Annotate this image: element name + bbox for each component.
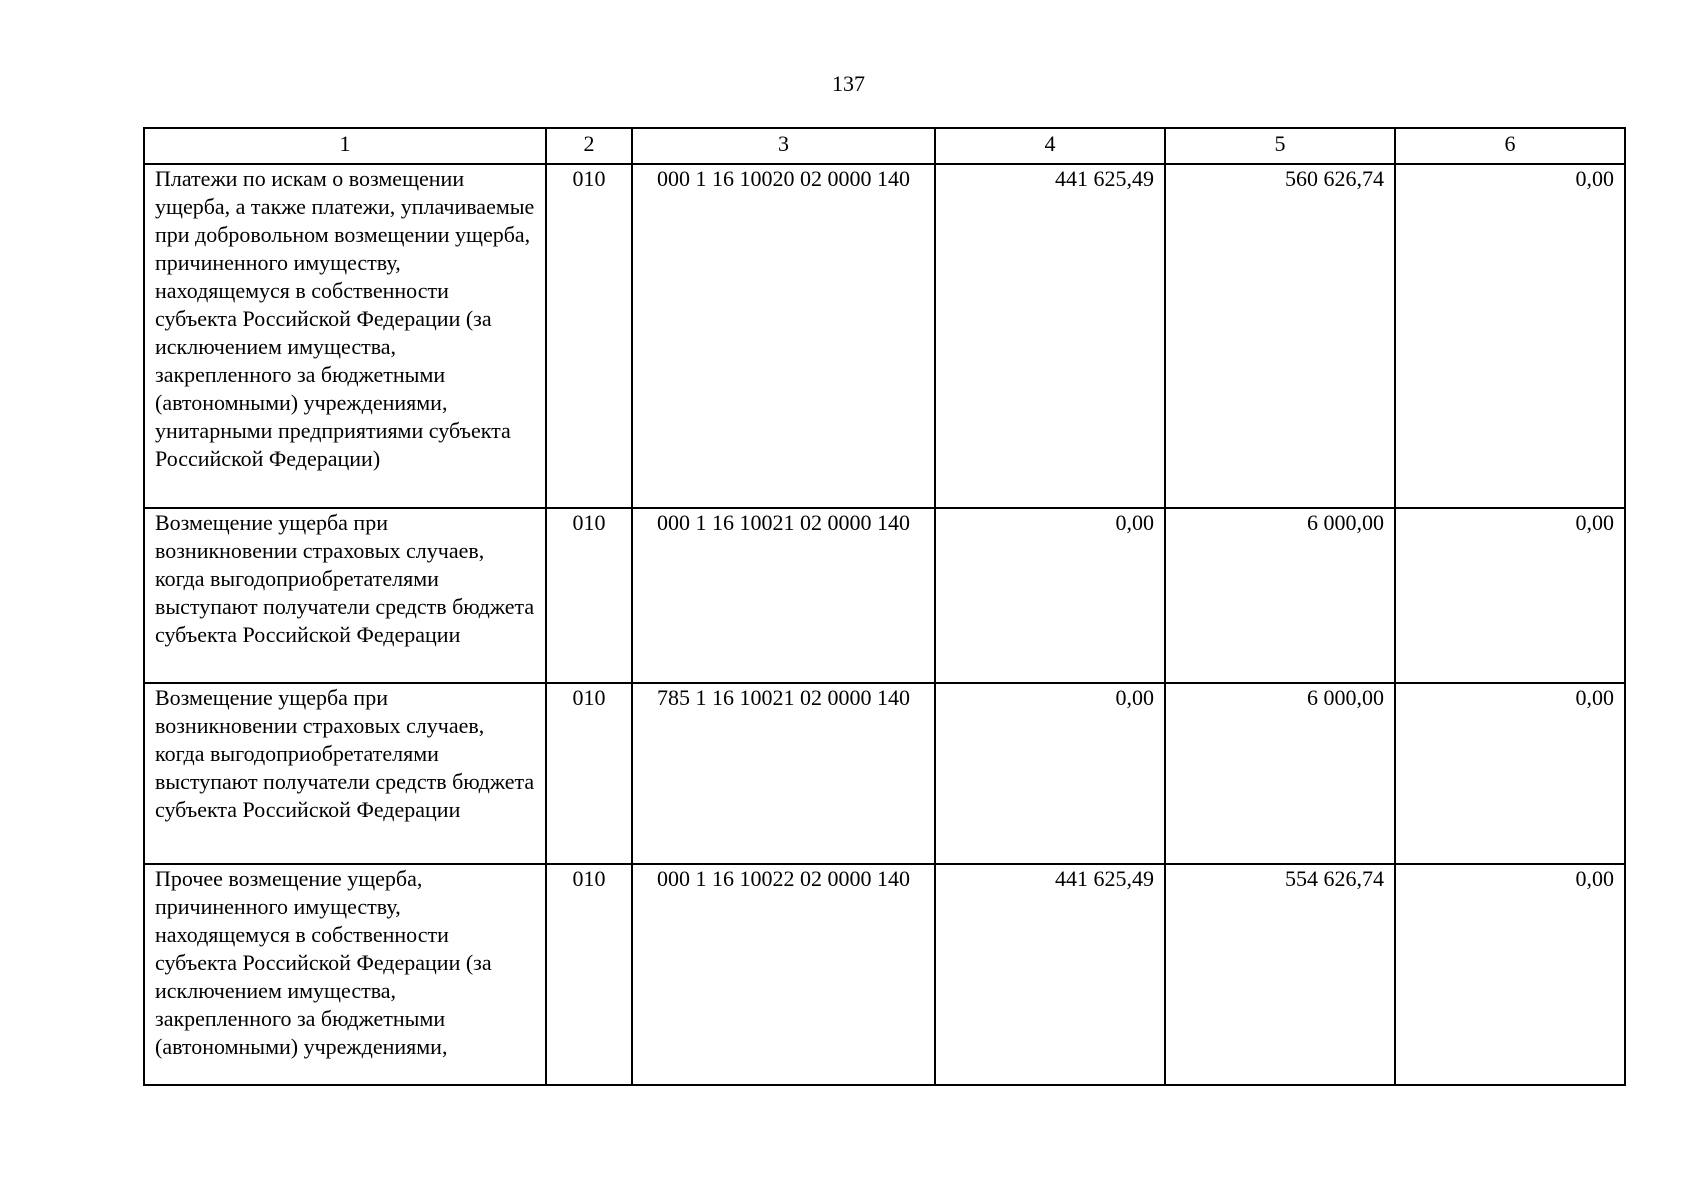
- row-budget-code: 000 1 16 10022 02 0000 140: [632, 864, 935, 1085]
- row-value-col6: 0,00: [1395, 864, 1625, 1085]
- column-header-6: 6: [1395, 128, 1625, 164]
- column-header-5: 5: [1165, 128, 1395, 164]
- row-description: Возмещение ущерба при возникновении страховых случаев, когда выгодоприобретателями выступают получатели средств бюджета субъекта Российской Федерации: [144, 683, 546, 864]
- column-header-2: 2: [546, 128, 632, 164]
- table-row: [144, 508, 1625, 683]
- table-row: [144, 864, 1625, 1085]
- row-value-col5: 560 626,74: [1165, 164, 1395, 508]
- row-value-col4: 0,00: [935, 508, 1165, 683]
- row-description: Возмещение ущерба при возникновении страховых случаев, когда выгодоприобретателями выступают получатели средств бюджета субъекта Российской Федерации: [144, 508, 546, 683]
- row-value-col6: 0,00: [1395, 164, 1625, 508]
- page-number: 137: [832, 71, 865, 96]
- row-value-col6: 0,00: [1395, 508, 1625, 683]
- row-value-col4: 441 625,49: [935, 164, 1165, 508]
- column-header-1: 1: [144, 128, 546, 164]
- row-budget-code: 000 1 16 10021 02 0000 140: [632, 508, 935, 683]
- report-table: [143, 127, 1626, 1086]
- column-header-4: 4: [935, 128, 1165, 164]
- row-line-code: 010: [546, 164, 632, 508]
- table-header-row: [144, 128, 1625, 164]
- row-value-col5: 6 000,00: [1165, 683, 1395, 864]
- row-value-col5: 6 000,00: [1165, 508, 1395, 683]
- table-row: [144, 683, 1625, 864]
- column-header-3: 3: [632, 128, 935, 164]
- row-description: Платежи по искам о возмещении ущерба, а также платежи, уплачиваемые при добровольном возмещении ущерба, причиненного имуществу, находящемуся в собственности субъекта Российской Федерации (за исключением имущества, закрепленного за бюджетными (автономными) учреждениями, унитарными предприятиями субъекта Российской Федерации): [144, 164, 546, 508]
- row-description: Прочее возмещение ущерба, причиненного имуществу, находящемуся в собственности субъекта Российской Федерации (за исключением имущества, закрепленного за бюджетными (автономными) учреждениями,: [144, 864, 546, 1085]
- table-row: [144, 164, 1625, 508]
- row-line-code: 010: [546, 864, 632, 1085]
- row-budget-code: 785 1 16 10021 02 0000 140: [632, 683, 935, 864]
- row-line-code: 010: [546, 683, 632, 864]
- row-budget-code: 000 1 16 10020 02 0000 140: [632, 164, 935, 508]
- row-value-col4: 441 625,49: [935, 864, 1165, 1085]
- row-value-col4: 0,00: [935, 683, 1165, 864]
- row-line-code: 010: [546, 508, 632, 683]
- row-value-col5: 554 626,74: [1165, 864, 1395, 1085]
- row-value-col6: 0,00: [1395, 683, 1625, 864]
